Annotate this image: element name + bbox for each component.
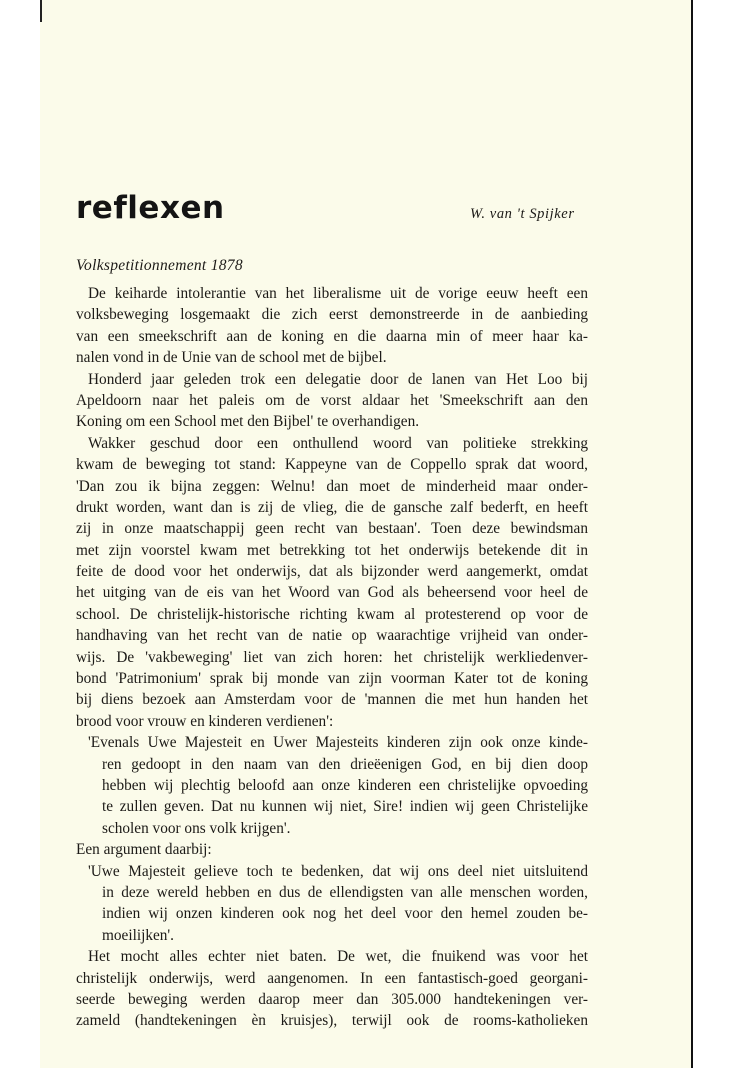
body-line: wijs. De 'vakbeweging' liet van zich horen: het christelijk werkliedenver- <box>76 648 588 666</box>
body-line: Honderd jaar geleden trok een delegatie door de lanen van Het Loo bij <box>88 370 588 388</box>
body-line: 'Dan zou ik bijna zeggen: Welnu! dan moet de minderheid maar onder- <box>76 477 588 495</box>
body-line: scholen voor ons volk krijgen'. <box>102 819 291 837</box>
body-line: drukt worden, want dan is zij de vlieg, die de gansche zalf bederft, en heeft <box>76 498 588 516</box>
body-line: moeilijken'. <box>102 926 175 944</box>
body-line: 'Uwe Majesteit gelieve toch te bedenken, dat wij ons deel niet uitsluitend <box>88 862 588 880</box>
body-line: kwam de beweging tot stand: Kappeyne van de Coppello sprak dat woord, <box>76 456 588 474</box>
body-line: christelijk onderwijs, werd aangenomen. In een fantastisch-goed georgani- <box>76 969 588 987</box>
body-line: Apeldoorn naar het paleis om de vorst aldaar het 'Smeekschrift aan den <box>76 391 588 409</box>
article-heading: reflexen <box>76 190 225 226</box>
body-line: school. De christelijk-historische richting kwam al protesterend op voor de <box>76 605 588 623</box>
body-line: bij diens bezoek aan Amsterdam voor de 'mannen die met hun handen het <box>76 691 588 709</box>
body-line: met zijn voorstel kwam met betrekking tot het onderwijs betekende dit in <box>76 541 588 559</box>
body-line: seerde beweging werden daarop meer dan 305.000 handtekeningen ver- <box>76 990 588 1008</box>
body-line: hebben wij plechtig beloofd aan onze kinderen een christelijke opvoeding <box>102 776 588 794</box>
body-line: handhaving van het recht van de natie op waarachtige vrijheid van onder- <box>76 627 588 645</box>
body-line: indien wij onzen kinderen ook nog het deel voor den hemel zouden be- <box>102 905 588 923</box>
body-line: te zullen geven. Dat nu kunnen wij niet, Sire! indien wij geen Christelijke <box>102 798 588 816</box>
body-line: ren gedoopt in den naam van den drieëenigen God, en bij dien doop <box>102 755 588 773</box>
body-line: De keiharde intolerantie van het liberalisme uit de vorige eeuw heeft een <box>88 285 588 302</box>
body-line: nalen vond in de Unie van de school met de bijbel. <box>76 349 387 367</box>
body-line: zameld (handtekeningen èn kruisjes), terwijl ook de rooms-katholieken <box>76 1012 588 1030</box>
body-line: het uitging van de eis van het Woord van God als beheersend voor heel de <box>76 584 588 602</box>
body-line: 'Evenals Uwe Majesteit en Uwer Majesteits kinderen zijn ook onze kinde- <box>88 734 588 752</box>
body-line: zij in onze maatschappij geen recht van bestaan'. Toen deze bewindsman <box>76 520 588 538</box>
section-subtitle: Volkspetitionnement 1878 <box>76 257 243 274</box>
body-line: feite de dood voor het onderwijs, dat als bijzonder werd aangemerkt, omdat <box>76 563 588 581</box>
body-line: Een argument daarbij: <box>76 841 212 859</box>
left-edge-rule <box>40 0 42 22</box>
body-line: bond 'Patrimonium' sprak bij monde van zijn voorman Kater tot de koning <box>76 670 588 688</box>
body-line: in deze wereld hebben en dus de ellendigsten van alle menschen worden, <box>102 883 588 901</box>
body-line: Het mocht alles echter niet baten. De wet, die fnuikend was voor het <box>88 948 588 966</box>
body-line: van een smeekschrift aan de koning en die daarna min of meer haar ka- <box>76 327 588 345</box>
body-line: Wakker geschud door een onthullend woord van politieke strekking <box>88 434 588 452</box>
article-body <box>76 283 588 1032</box>
right-edge-rule <box>691 0 693 1068</box>
body-line: volksbeweging losgemaakt die zich eerst demonstreerde in de aanbieding <box>76 306 588 324</box>
body-line: Koning om een School met den Bijbel' te overhandigen. <box>76 413 420 431</box>
author-byline: W. van 't Spijker <box>470 206 575 222</box>
body-line: brood voor vrouw en kinderen verdienen': <box>76 712 334 730</box>
